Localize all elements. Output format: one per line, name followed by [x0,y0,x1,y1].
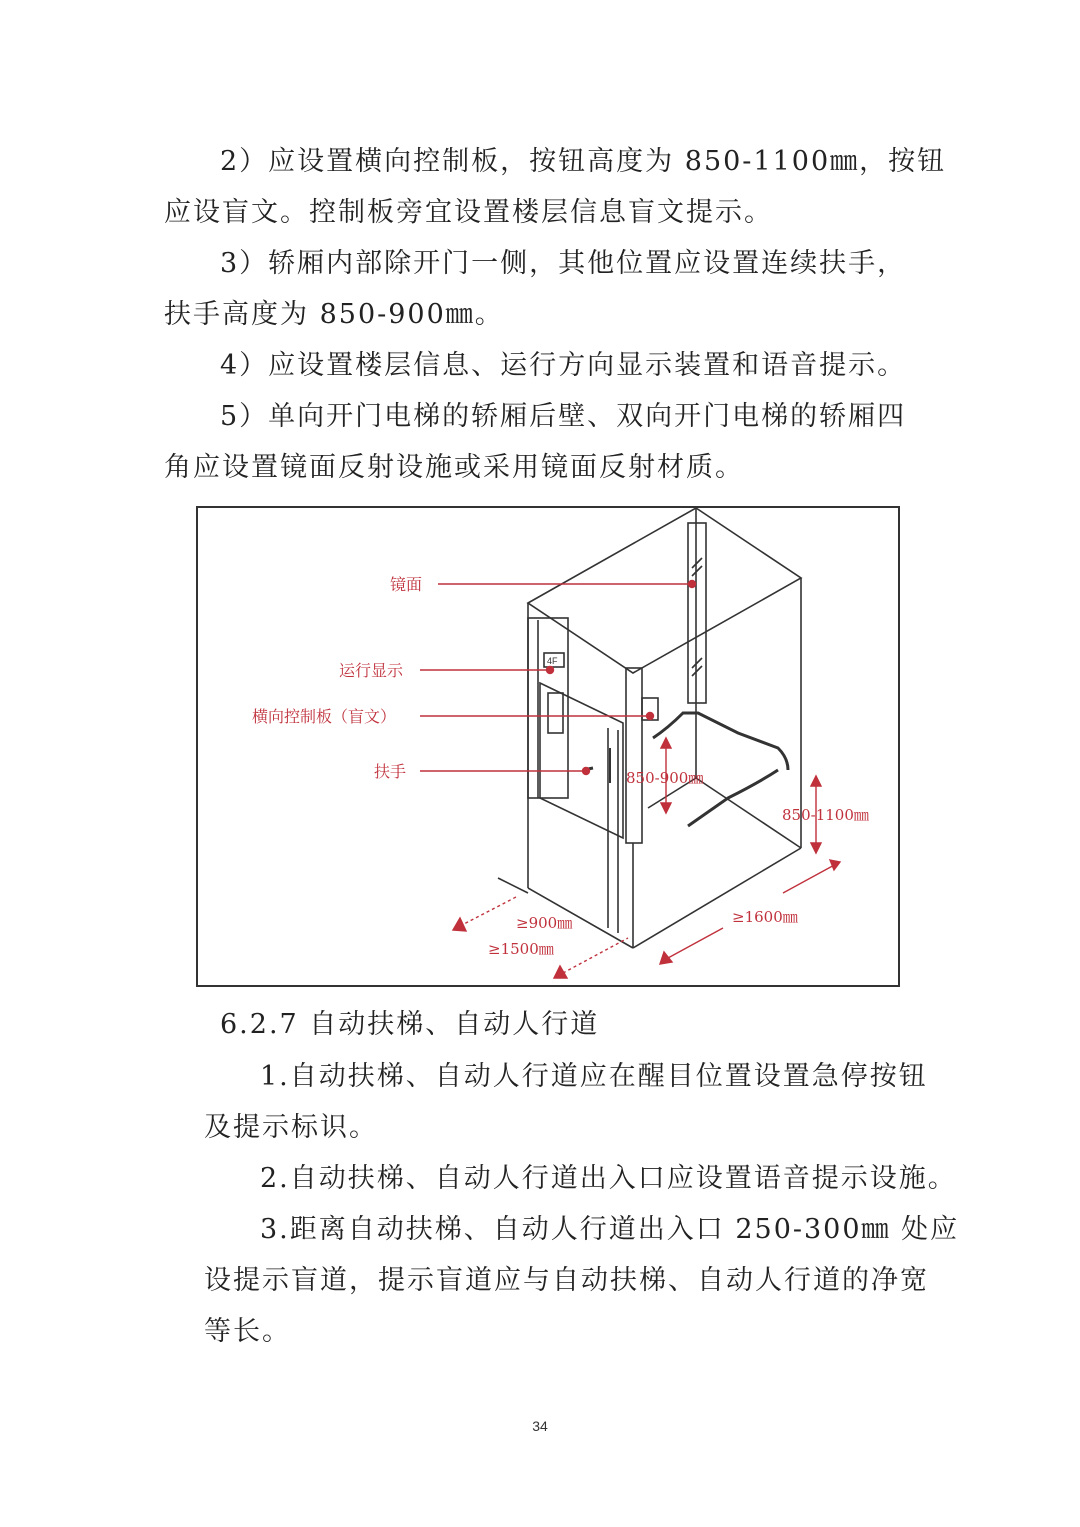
dim-arrow-up [811,776,821,786]
display-callout-dot [547,667,554,674]
door-width-dim-text: ≥900㎜ [516,914,573,932]
button-height-dim-text: 850-1100㎜ [782,806,869,824]
mirror-label: 镜面 [390,575,423,594]
paragraph-line: 扶手高度为 850-900㎜。 [164,299,504,330]
elevator-car-diagram [196,506,900,987]
dim-arrow [453,918,466,931]
paragraph-line: 等长。 [204,1316,291,1347]
paragraph-line: 1.自动扶梯、自动人行道应在醒目位置设置急停按钮 [260,1061,928,1092]
mirror-panel [688,523,706,703]
section-item-2 [204,1153,957,1204]
paragraph-line: 4）应设置楼层信息、运行方向显示装置和语音提示。 [220,350,907,381]
control-panel-callout-dot [647,713,654,720]
display-label: 运行显示 [339,661,404,680]
paragraph-line: 3.距离自动扶梯、自动人行道出入口 250-300㎜ 处应 [260,1214,960,1245]
paragraph-line: 设提示盲道，提示盲道应与自动扶梯、自动人行道的净宽 [204,1265,929,1296]
paragraph-line: 3）轿厢内部除开门一侧，其他位置应设置连续扶手， [220,248,907,279]
door-width-dim-line [460,896,518,926]
section-heading-text: 6.2.7 自动扶梯、自动人行道 [220,1009,600,1040]
floor-right-edge [633,848,801,948]
handrail-label: 扶手 [374,762,407,781]
elevator-diagram-svg [198,508,898,985]
paragraph-line: 5）单向开门电梯的轿厢后壁、双向开门电梯的轿厢四 [220,401,907,432]
section-heading [220,999,599,1050]
paragraph-4 [164,340,906,391]
paragraph-line: 应设盲文。控制板旁宜设置楼层信息盲文提示。 [164,197,773,228]
dim-arrow-down [661,803,671,813]
page-number: 34 [532,1418,548,1434]
dim-arrow [660,952,672,964]
car-ceiling [528,508,801,673]
control-panel-label: 横向控制板（盲文） [252,707,397,726]
section-item-1 [204,1051,928,1153]
paragraph-line: 角应设置镜面反射设施或采用镜面反射材质。 [164,452,744,483]
handrail-back-wall [653,713,788,770]
door-window [548,693,563,733]
paragraph-2 [164,136,946,238]
depth-dim-line-right [783,863,838,893]
display-floor-text: 4F [547,656,558,666]
dim-arrow-down [811,843,821,853]
handrail-height-dim-text: 850-900㎜ [626,769,704,787]
car-width-dim-line [563,938,628,973]
front-pillar [626,668,642,843]
paragraph-line: 及提示标识。 [204,1112,378,1143]
mirror-callout-dot [689,581,696,588]
dim-arrow-up [661,738,671,748]
paragraph-line: 2.自动扶梯、自动人行道出入口应设置语音提示设施。 [260,1163,957,1194]
dim-arrow [830,860,840,870]
section-item-3 [204,1204,959,1357]
car-width-dim-text: ≥1500㎜ [488,940,554,958]
paragraph-line: 2）应设置横向控制板，按钮高度为 850-1100㎜，按钮 [220,146,947,177]
ground-line-left [498,878,528,893]
depth-dim-line-left [668,928,723,958]
paragraph-3 [164,238,906,340]
depth-dim-text: ≥1600㎜ [732,908,798,926]
paragraph-5 [164,391,906,493]
handrail-callout-dot [583,768,590,775]
